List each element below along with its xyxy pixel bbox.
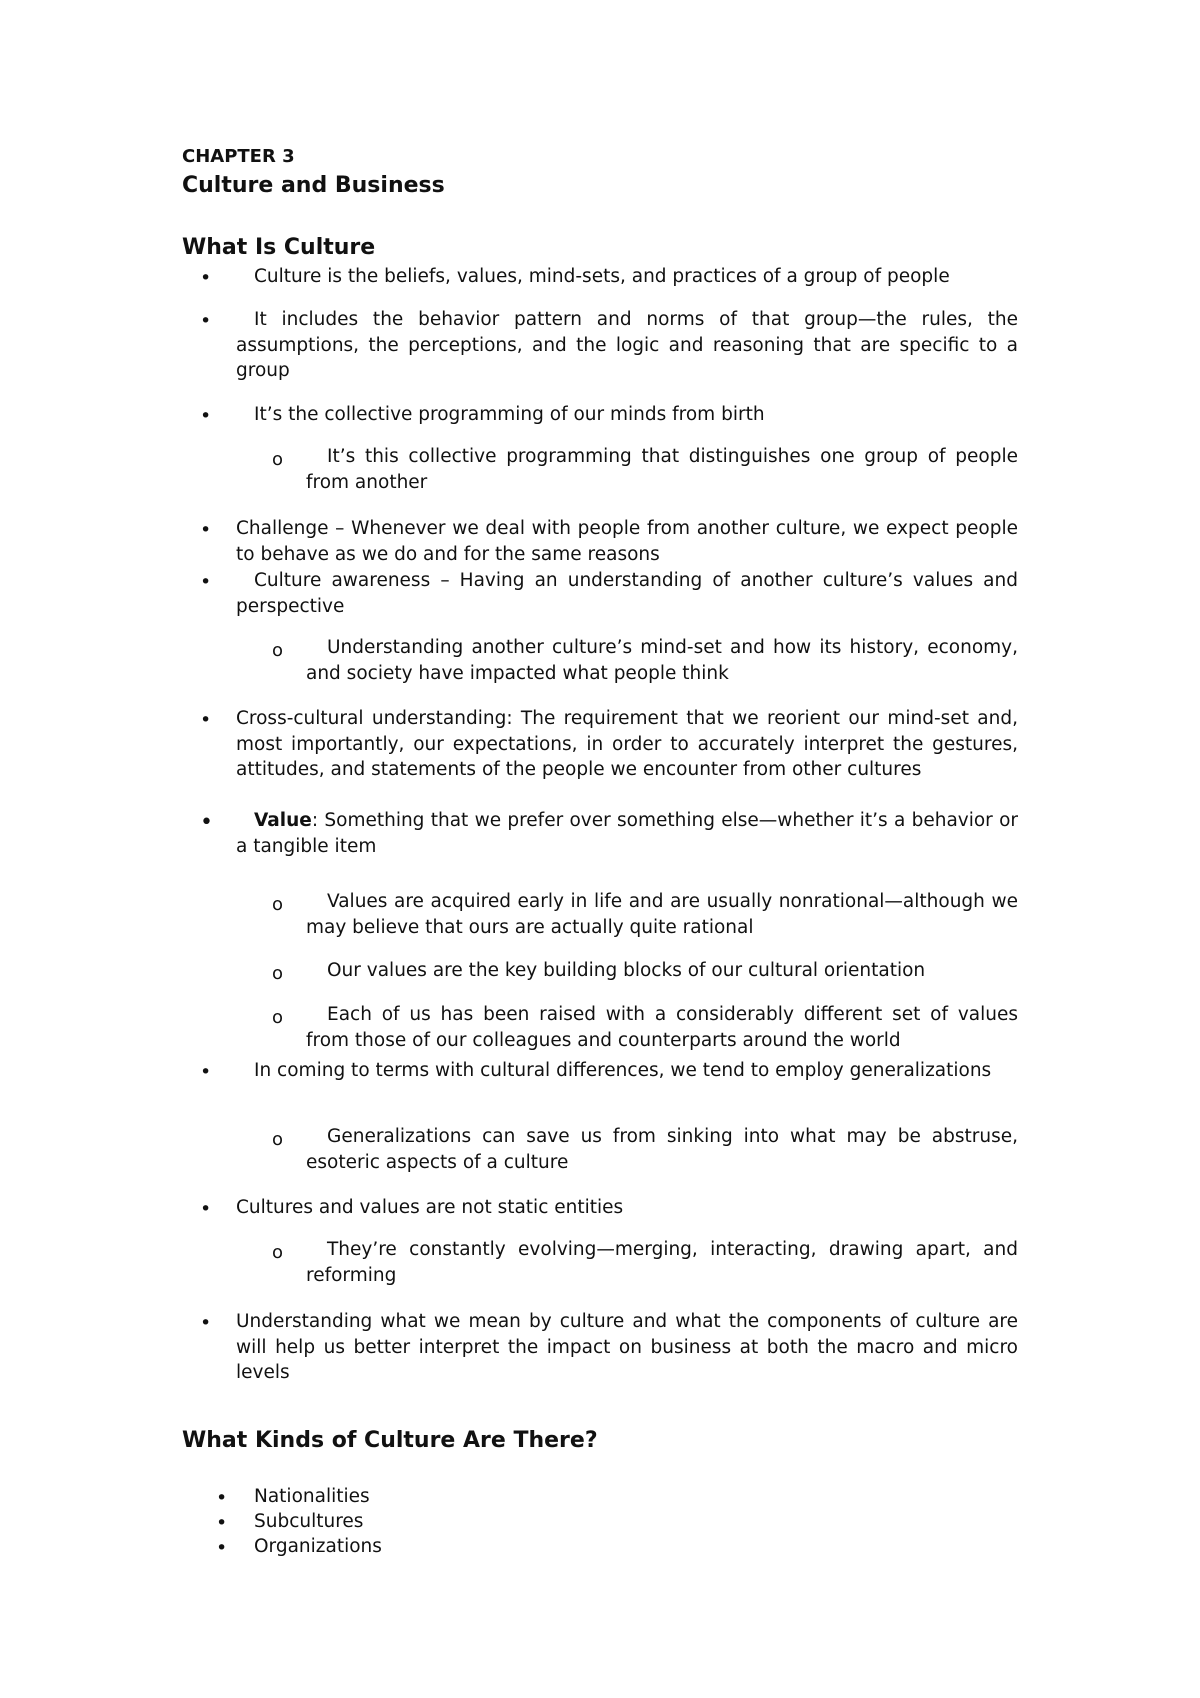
sub-list-item: Generalizations can save us from sinking into what may be abstruse, esoteric aspects of a culture xyxy=(306,1126,1018,1173)
bullet-marker: • xyxy=(216,1537,228,1559)
list-item: Challenge – Whenever we deal with people from another culture, we expect people to behave as we do and for the same reasons xyxy=(236,518,1018,565)
section-heading-what-is-culture: What Is Culture xyxy=(182,235,376,260)
list-item: Culture awareness – Having an understanding of another culture’s values and perspective xyxy=(236,570,1018,617)
bullet-marker: • xyxy=(200,310,212,332)
bullet-marker: • xyxy=(200,1312,212,1334)
value-term: Value xyxy=(254,810,312,831)
bullet-marker: • xyxy=(216,1512,228,1534)
list-item-subcultures: Subcultures xyxy=(254,1511,364,1532)
sub-list-item: It’s this collective programming that distinguishes one group of people from another xyxy=(306,446,1018,493)
section-heading-kinds-of-culture: What Kinds of Culture Are There? xyxy=(182,1428,598,1453)
sub-list-item: Values are acquired early in life and are usually nonrational—although we may believe that ours are actually quite rational xyxy=(306,891,1018,938)
chapter-label: CHAPTER 3 xyxy=(182,146,295,167)
sub-list-item: Each of us has been raised with a considerably different set of values from those of our colleagues and counterparts around the world xyxy=(306,1004,1018,1051)
list-item: Cultures and values are not static entities xyxy=(236,1197,624,1218)
sub-list-item: They’re constantly evolving—merging, interacting, drawing apart, and reforming xyxy=(306,1239,1018,1286)
sub-bullet-marker: o xyxy=(272,963,284,984)
sub-bullet-marker: o xyxy=(272,640,284,661)
list-item: Cross-cultural understanding: The requirement that we reorient our mind-set and, most importantly, our expectations, in order to accurately interpret the gestures, attitudes, and statements of the people we encounter from other cultures xyxy=(236,708,1018,780)
bullet-marker: • xyxy=(200,571,212,593)
list-item: Understanding what we mean by culture and what the components of culture are will help us better interpret the impact on business at both the macro and micro levels xyxy=(236,1311,1018,1383)
bullet-marker: • xyxy=(216,1487,228,1509)
list-item: In coming to terms with cultural differences, we tend to employ generalizations xyxy=(254,1060,992,1081)
bullet-marker: • xyxy=(200,1198,212,1220)
sub-list-item: Our values are the key building blocks of our cultural orientation xyxy=(327,960,926,981)
sub-bullet-marker: o xyxy=(272,894,284,915)
bullet-marker: • xyxy=(200,709,212,731)
bullet-marker: • xyxy=(200,267,212,289)
sub-bullet-marker: o xyxy=(272,1242,284,1263)
list-item-value xyxy=(236,808,1018,859)
sub-bullet-marker: o xyxy=(272,1129,284,1150)
bullet-marker: • xyxy=(200,405,212,427)
list-item: Culture is the beliefs, values, mind-sets, and practices of a group of people xyxy=(254,266,950,287)
bullet-marker: • xyxy=(200,1061,212,1083)
list-item-organizations: Organizations xyxy=(254,1536,382,1557)
list-item-nationalities: Nationalities xyxy=(254,1486,370,1507)
sub-bullet-marker: o xyxy=(272,1007,284,1028)
sub-bullet-marker: o xyxy=(272,449,284,470)
list-item: It includes the behavior pattern and norms of that group—the rules, the assumptions, the perceptions, and the logic and reasoning that are specific to a group xyxy=(236,309,1018,381)
bullet-marker: • xyxy=(200,519,212,541)
list-item: It’s the collective programming of our minds from birth xyxy=(254,404,765,425)
sub-list-item: Understanding another culture’s mind-set and how its history, economy, and society have impacted what people think xyxy=(306,637,1018,684)
document-title: Culture and Business xyxy=(182,173,445,198)
bullet-marker: • xyxy=(200,810,213,835)
value-definition: : Something that we prefer over something else—whether it’s a behavior or a tangible item xyxy=(236,810,1018,857)
